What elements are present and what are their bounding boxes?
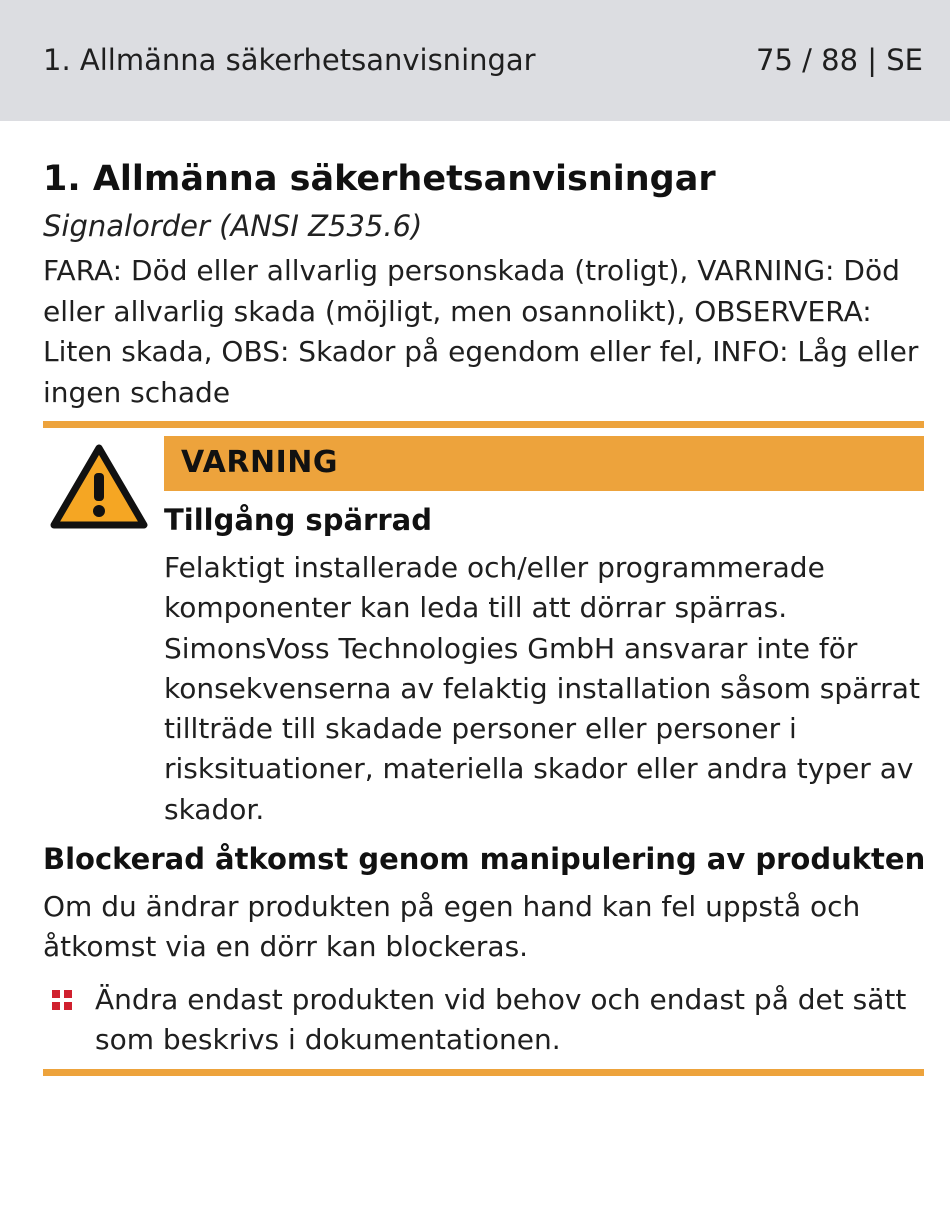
bullet-squares-icon: [52, 990, 72, 1010]
header-section-title: 1. Allmänna säkerhetsanvisningar: [43, 43, 536, 77]
warning-top-rule: [43, 421, 924, 428]
page-title: 1. Allmänna säkerhetsanvisningar: [43, 159, 716, 199]
signal-order-subtitle: Signalorder (ANSI Z535.6): [43, 209, 423, 243]
bullet-text: Ändra endast produkten vid behov och endast på det sätt som beskrivs i dokumentationen.: [95, 983, 907, 1057]
signal-order-description: FARA: Död eller allvarlig personskada (troligt), VARNING: Död eller allvarlig skada (möjligt, men osannolikt), OBSERVERA: Liten skada, OBS: Skador på egendom eller fel, INFO: Låg eller ingen schade: [43, 254, 919, 409]
warning-body: Felaktigt installerade och/eller programmerade komponenter kan leda till att dörrar spärras. SimonsVoss Technologies GmbH ansvarar inte för konsekvenserna av felaktig installation såsom spärrat tillträde till skadade personer eller personer i risksituationer, materiella skador eller andra typer av skador.: [164, 551, 920, 826]
page-header: [0, 0, 950, 121]
warning-heading: Tillgång spärrad: [164, 503, 432, 537]
manipulation-heading: Blockerad åtkomst genom manipulering av produkten: [43, 842, 926, 876]
warning-bottom-rule: [43, 1069, 924, 1076]
warning-triangle-icon: [49, 443, 149, 531]
warning-label: VARNING: [181, 445, 339, 480]
header-page-info: 75 / 88 | SE: [756, 43, 923, 77]
warning-label-bar: [164, 436, 924, 491]
manipulation-body: Om du ändrar produkten på egen hand kan fel uppstå och åtkomst via en dörr kan blockeras.: [43, 890, 861, 964]
